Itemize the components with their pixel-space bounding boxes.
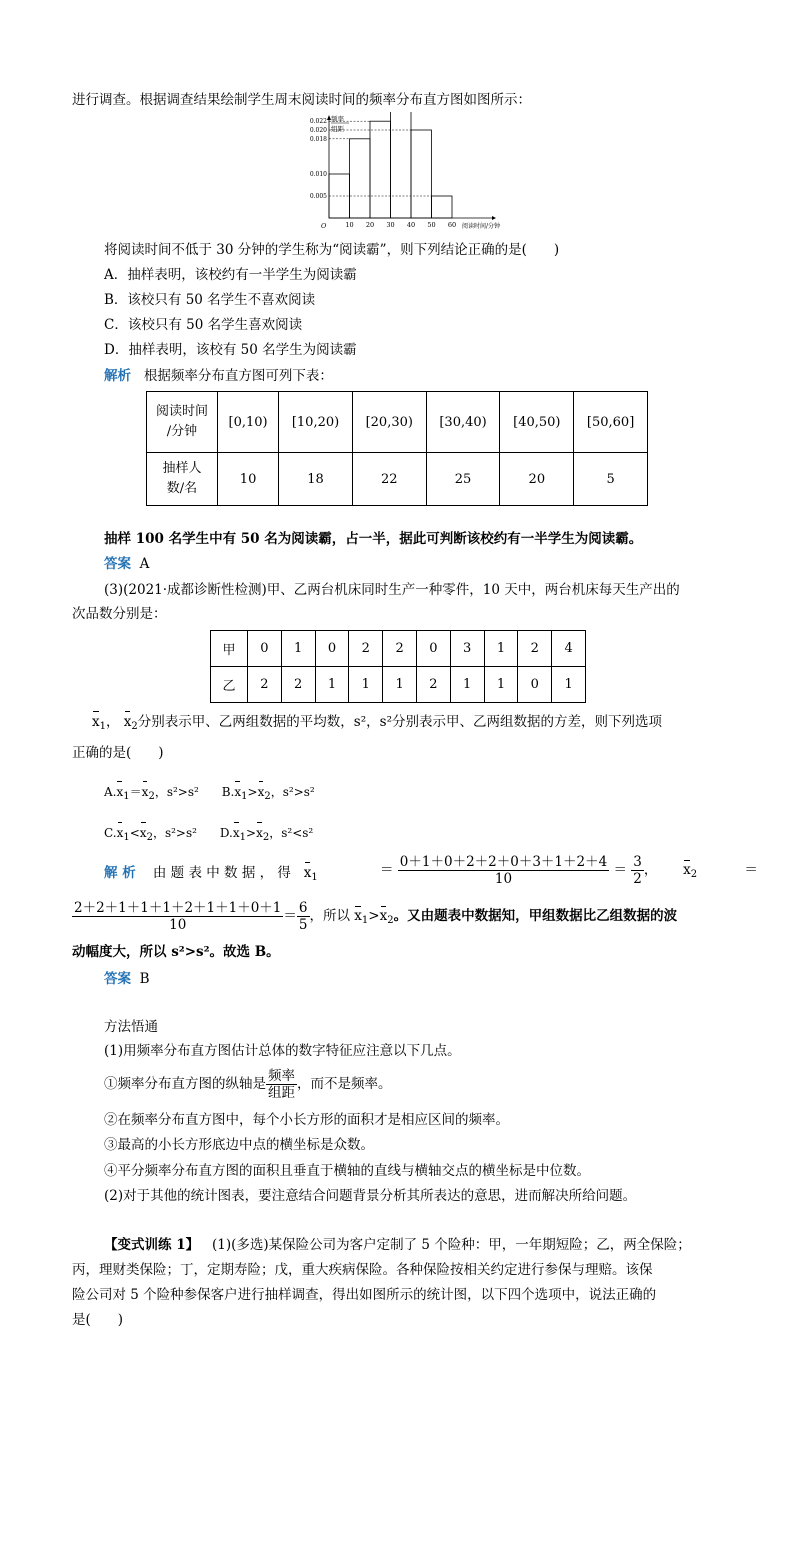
analysis-text: 根据频率分布直方图可列下表： (143, 368, 333, 384)
q3-desc-1: $x_1$， $x_2$分别表示甲、乙两组数据的平均数，s²，s²分别表示甲、乙两组数据的方差，则下列选项 (92, 714, 662, 732)
method-p3: ②在频率分布直方图中，每个小长方形的面积才是相应区间的频率。 (104, 1112, 509, 1128)
option-a: A．抽样表明，该校约有一半学生为阅读霸 (104, 267, 357, 283)
table-cell: 1 (552, 667, 586, 703)
table-cell: 0 (416, 631, 450, 667)
table-cell: 1 (383, 667, 417, 703)
table-cell: 1 (315, 667, 349, 703)
method-p1: (1)用频率分布直方图估计总体的数字特征应注意以下几点。 (104, 1043, 461, 1059)
y-tick-label: 0.020 (309, 127, 327, 134)
table-cell: 2 (248, 667, 282, 703)
table-cell: 2 (349, 631, 383, 667)
table-cell: 10 (218, 453, 279, 506)
y-tick-label: 0.018 (309, 135, 327, 143)
table-cell: 3 (450, 631, 484, 667)
x-tick-label: 20 (365, 221, 375, 229)
x-axis-arrow (492, 216, 496, 220)
variant-line-1: 【变式训练 1】 (1)(多选)某保险公司为客户定制了 5 个险种：甲，一年期短险；乙，两全保险； (104, 1237, 691, 1253)
histogram-bar (411, 130, 432, 218)
histogram-bar (329, 174, 350, 218)
answer-1: 答案 A (104, 556, 150, 572)
histogram-bar (350, 139, 371, 218)
option-d: D．抽样表明，该校有 50 名学生为阅读霸 (104, 342, 357, 358)
table-cell: 1 (450, 667, 484, 703)
method-p5: ④平分频率分布直方图的面积且垂直于横轴的直线与横轴交点的横坐标是中位数。 (104, 1163, 590, 1179)
q3-options-ab: $A.x_1=x_2$，s²>s² $B.x_1>x_2$，s²>s² (104, 785, 315, 802)
table-cell: [40,50) (500, 392, 574, 453)
table-cell: 0 (248, 631, 282, 667)
table-cell: 2 (383, 631, 417, 667)
defect-table (210, 630, 586, 703)
y-tick-label: 0.022 (309, 118, 327, 126)
x-axis-label: 阅读时间/分钟 (462, 223, 501, 230)
table-cell: 25 (426, 453, 500, 506)
x-tick-label: 30 (386, 221, 395, 229)
x-tick-label: 60 (447, 221, 457, 229)
table-cell: 5 (574, 453, 648, 506)
table-cell: 1 (281, 631, 315, 667)
conclusion-1: 抽样 100 名学生中有 50 名为阅读霸，占一半，据此可判断该校约有一半学生为阅读霸。 (104, 531, 643, 547)
x-tick-label: 40 (406, 221, 416, 229)
table-cell: 0 (518, 667, 552, 703)
method-p6: (2)对于其他的统计图表，要注意结合问题背景分析其所表达的意思，进而解决所给问题。 (104, 1188, 637, 1204)
y-label-bottom: 组距 (331, 125, 344, 133)
table-cell: 0 (315, 631, 349, 667)
method-p4: ③最高的小长方形底边中点的横坐标是众数。 (104, 1137, 374, 1153)
reading-time-table (146, 391, 648, 506)
histogram-bar (391, 112, 412, 218)
table-cell: [30,40) (426, 392, 500, 453)
table-cell: [50,60] (574, 392, 648, 453)
table-cell: 2 (518, 631, 552, 667)
x-tick-label: 50 (427, 221, 436, 229)
table-cell: 20 (500, 453, 574, 506)
option-b: B．该校只有 50 名学生不喜欢阅读 (104, 292, 316, 308)
q3-line-1: (3)(2021·成都诊断性检测)甲、乙两台机床同时生产一种零件，10 天中，两台机床每天生产出的 (104, 582, 680, 598)
frequency-histogram (296, 112, 526, 236)
method-title: 方法悟通 (104, 1019, 158, 1035)
histogram-bar (432, 196, 453, 218)
y-tick-label: 0.005 (309, 193, 327, 200)
table-cell: [0,10) (218, 392, 279, 453)
row-label-jia: 甲 (211, 631, 248, 667)
table-cell: 1 (349, 667, 383, 703)
option-c: C．该校只有 50 名学生喜欢阅读 (104, 317, 303, 333)
sol3-fraction-1: ＝ $\frac{0+1+0+2+2+0+3+1+2+4}{10}$ ＝ $\frac{3}{2}$ ， $x_2$ ＝ (380, 854, 758, 887)
table-cell: 1 (484, 631, 518, 667)
table-cell: 1 (484, 667, 518, 703)
y-tick-label: 0.010 (309, 171, 327, 178)
y-label-top: 频率 (331, 115, 344, 123)
table-cell: [10,20) (279, 392, 353, 453)
analysis-label: 解析 (104, 368, 131, 384)
method-p2: ①频率分布直方图的纵轴是 $\frac{\text{频率}}{\text{组距}}$ ，而不是频率。 (104, 1068, 392, 1101)
table-head-count: 抽样人 数/名 (147, 453, 218, 506)
table-cell: 2 (416, 667, 450, 703)
answer-2: 答案 B (104, 971, 150, 987)
table-cell: 4 (552, 631, 586, 667)
analysis-1 (104, 367, 333, 385)
table-cell: 22 (352, 453, 426, 506)
variant-line-3: 险公司对 5 个险种参保客户进行抽样调查，得出如图所示的统计图，以下四个选项中，说法正确的 (72, 1287, 657, 1303)
sol3-line-1: 解 析 由 题 表 中 数 据 ， 得 $x_1$ (104, 865, 318, 883)
table-cell: 18 (279, 453, 353, 506)
variant-line-4: 是( ) (72, 1312, 124, 1328)
table-cell: 2 (281, 667, 315, 703)
origin-label: O (321, 222, 327, 230)
sol3-line-3: 动幅度大，所以 s²>s²。故选 B。 (72, 944, 280, 960)
table-cell: [20,30) (352, 392, 426, 453)
q3-line-2: 次品数分别是： (72, 606, 167, 622)
row-label-yi: 乙 (211, 667, 248, 703)
x-tick-label: 10 (345, 221, 354, 229)
intro-text: 进行调查。根据调查结果绘制学生周末阅读时间的频率分布直方图如图所示： (72, 92, 531, 108)
variant-line-2: 丙，理财类保险；丁，定期寿险；戊，重大疾病保险。各种保险按相关约定进行参保与理赔。该保 (72, 1262, 653, 1278)
sol3-line-2: $\frac{2+2+1+1+1+2+1+1+0+1}{10}$ ＝ $\frac{6}{5}$ ，所以 $x_1>x_2$。又由题表中数据知，甲组数据比乙组数据的波 (74, 900, 678, 933)
question-stem: 将阅读时间不低于 30 分钟的学生称为“阅读霸”，则下列结论正确的是( ) (104, 242, 560, 258)
histogram-bar (370, 121, 391, 218)
table-head-time: 阅读时间 /分钟 (147, 392, 218, 453)
q3-options-cd: $C.x_1<x_2$，s²>s² $D.x_1>x_2$，s²<s² (104, 826, 314, 843)
q3-desc-2: 正确的是( ) (72, 745, 164, 761)
